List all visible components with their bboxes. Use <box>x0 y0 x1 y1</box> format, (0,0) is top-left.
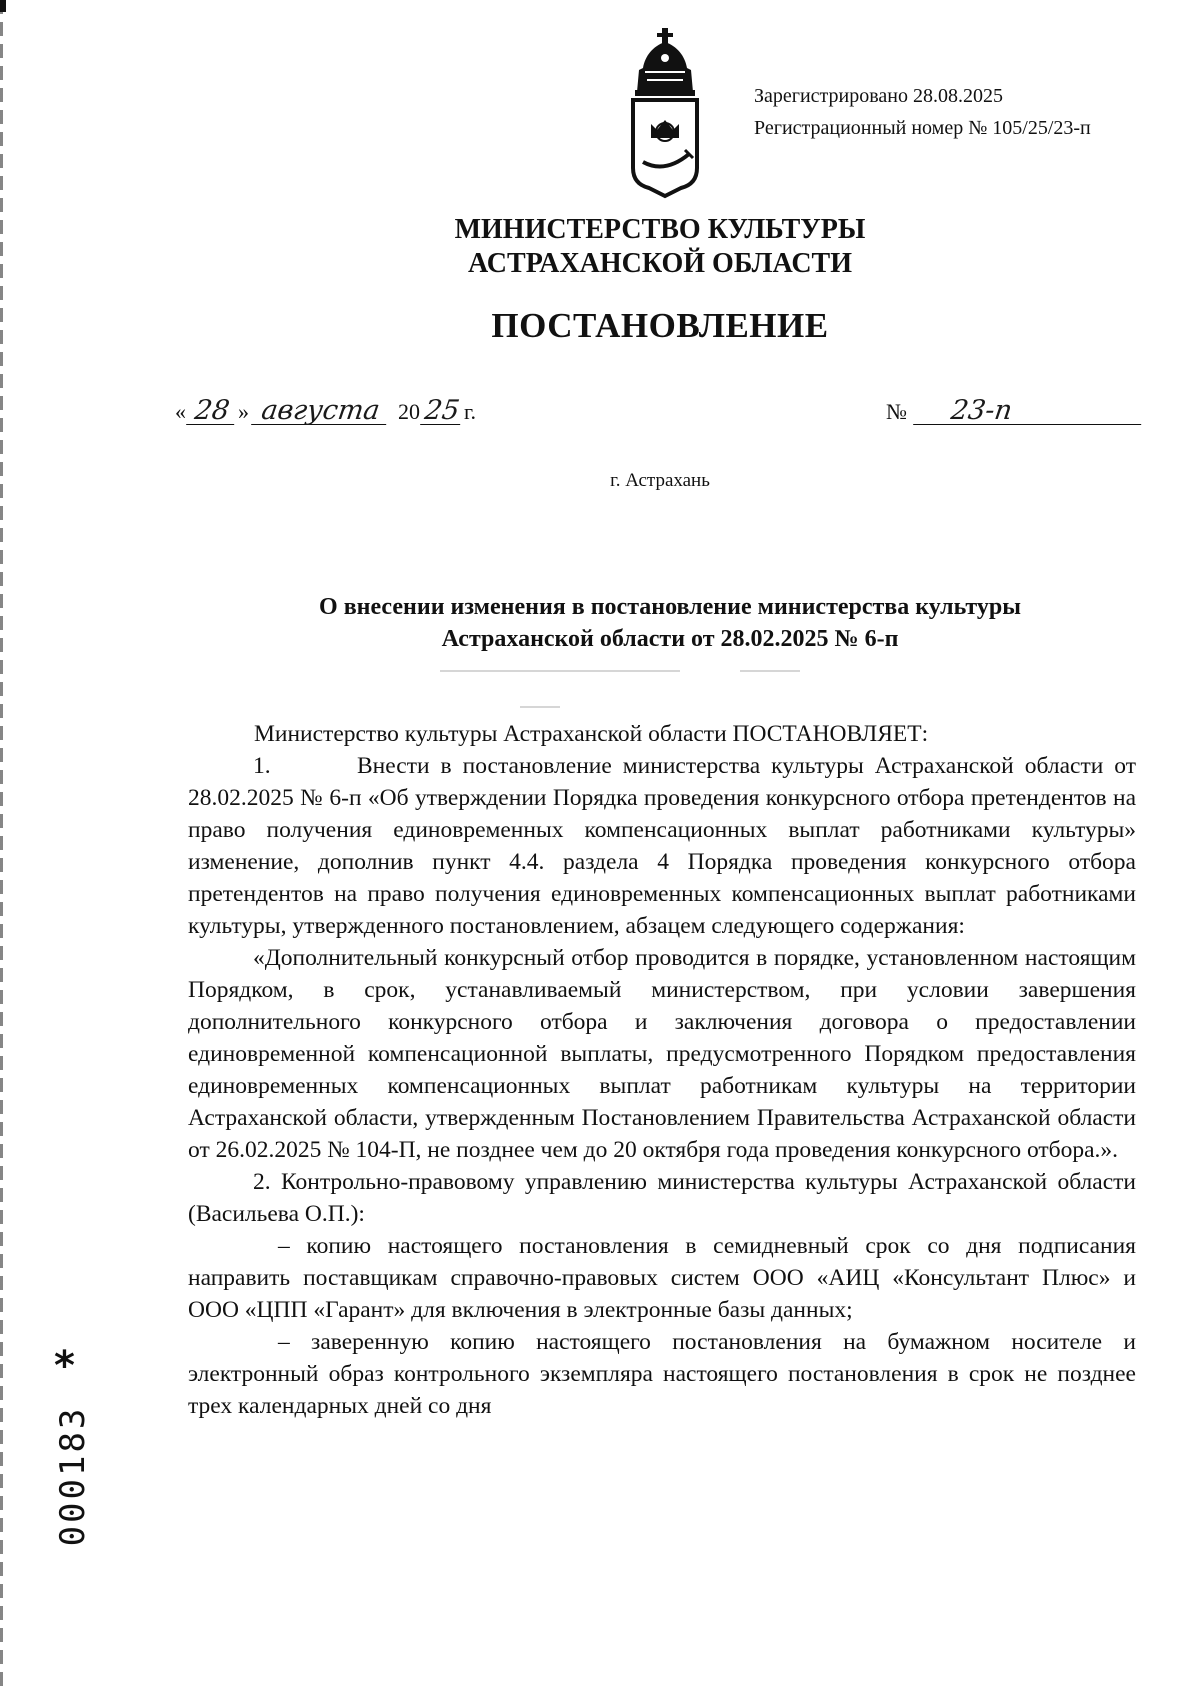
preamble: Министерство культуры Астраханской области ПОСТАНОВЛЯЕТ: <box>254 721 929 747</box>
item-1-number: 1. <box>253 753 271 779</box>
decree-number <box>886 395 1143 426</box>
item-1-text: Внести в постановление министерства культуры Астраханской области от 28.02.2025 № 6-п «Об утверждении Порядка проведения конкурсного отбора претендентов на право получения единовременных компенсационных выплат работниками культуры» изменение, дополнив пункт 4.4. раздела 4 Порядка проведения конкурсного отбора претендентов на право получения единовременных компенсационных выплат работниками культуры, утвержденного постановлением, абзацем следующего содержания: <box>188 753 1136 939</box>
decree-body <box>188 718 1136 1422</box>
scan-noise <box>520 706 560 708</box>
registration-number: Регистрационный номер № 105/25/23-п <box>754 117 1091 139</box>
stamp-star: * <box>54 1343 75 1389</box>
date-day-handwritten: 28 <box>186 398 238 425</box>
scan-edge-mark <box>0 0 6 12</box>
amendment-quote: «Дополнительный конкурсный отбор проводится в порядке, установленном настоящим Порядком, в срок, устанавливаемый министерством, при условии завершения дополнительного конкурсного отбора и заключения договора о предоставлении единовременной компенсационной выплаты, предусмотренного Порядком предоставления единовременных компенсационных выплат работникам культуры на территории Астраханской области, утвержденным Постановлением Правительства Астраханской области от 26.02.2025 № 104-П, не позднее чем до 20 октября года проведения конкурсного отбора.». <box>188 945 1136 1163</box>
item-2: 2. Контрольно-правовому управлению министерства культуры Астраханской области (Васильева О.П.): <box>188 1169 1136 1227</box>
date-year-handwritten: 25 <box>420 398 464 425</box>
subject-line1: О внесении изменения в постановление министерства культуры <box>319 594 1021 620</box>
date-open-quote: « <box>175 399 186 424</box>
stamp-number: 000183 <box>53 1405 93 1547</box>
ministry-name-line2: АСТРАХАНСКОЙ ОБЛАСТИ <box>467 248 853 279</box>
item-1 <box>188 750 1136 942</box>
coat-of-arms-icon <box>615 28 715 200</box>
date-month-handwritten: августа <box>251 398 390 425</box>
decree-subject <box>190 591 1150 655</box>
item-2-dash-1: – копию настоящего постановления в семидневный срок со дня подписания направить поставщикам справочно-правовых систем ООО «АИЦ «Консультант Плюс» и ООО «ЦПП «Гарант» для включения в электронные базы данных; <box>188 1233 1136 1323</box>
number-label: № <box>886 399 907 424</box>
document-type-title: ПОСТАНОВЛЕНИЕ <box>491 306 829 345</box>
ministry-name <box>0 213 1200 281</box>
registration-date: Зарегистрировано 28.08.2025 <box>754 85 1004 107</box>
city-name: г. Астрахань <box>610 470 710 491</box>
subject-line2: Астраханской области от 28.02.2025 № 6-п <box>441 626 899 652</box>
date-year-prefix: 20 <box>398 399 420 424</box>
registration-info <box>754 80 1091 144</box>
date-close-quote: » <box>238 399 249 424</box>
side-stamp <box>48 1343 93 1547</box>
date-year-abbr: г. <box>464 399 477 424</box>
scan-noise <box>740 670 800 672</box>
item-2-dash-2: – заверенную копию настоящего постановления на бумажном носителе и электронный образ контрольного экземпляра настоящего постановления в срок не позднее трех календарных дней со дня <box>188 1329 1136 1419</box>
decree-date <box>175 395 477 426</box>
number-handwritten: 23-п <box>913 398 1145 425</box>
scan-noise <box>440 670 680 672</box>
ministry-name-line1: МИНИСТЕРСТВО КУЛЬТУРЫ <box>454 214 866 245</box>
